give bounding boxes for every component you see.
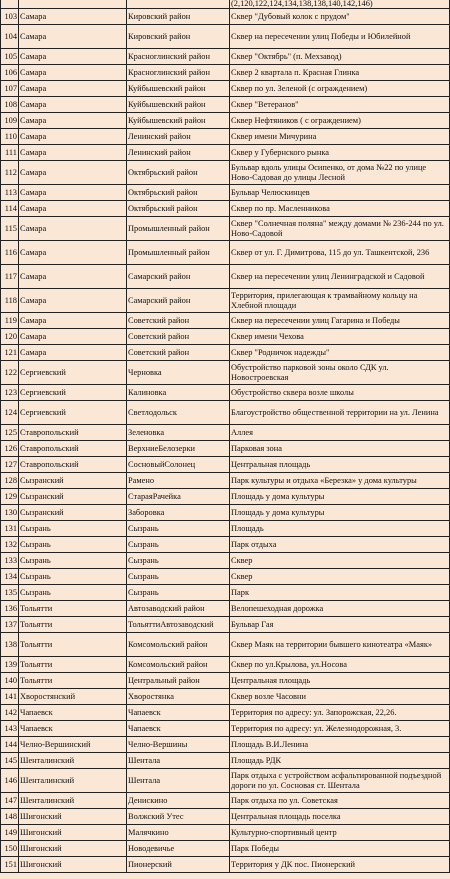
cell-number: 134 <box>1 569 19 585</box>
table-row <box>1 241 450 265</box>
table-row <box>1 9 450 25</box>
cell-object: Велопешеходная дорожка <box>230 601 450 617</box>
cell-locality: Челно-Вершины <box>127 737 230 753</box>
cell-municipality: Самара <box>19 49 127 65</box>
cell-object: Бульвар Гая <box>230 617 450 633</box>
cell-object: Территория по адресу: ул. Железнодорожная, 3. <box>230 721 450 737</box>
cell-municipality: Самара <box>19 345 127 361</box>
cell-object: Обустройство сквера возле школы <box>230 385 450 401</box>
cell-object: Сквер по пр. Масленникова <box>230 201 450 217</box>
cell-object: Сквер 2 квартала п. Красная Глинка <box>230 65 450 81</box>
cell-object: Сквер "Октябрь" (п. Мехзавод) <box>230 49 450 65</box>
cell-municipality: Тольятти <box>19 617 127 633</box>
cell-locality: Октябрьский район <box>127 201 230 217</box>
table-row <box>1 345 450 361</box>
cell-number: 106 <box>1 65 19 81</box>
cell-object: Площадь у дома культуры <box>230 489 450 505</box>
cell-locality: Шентала <box>127 753 230 769</box>
cell-object: Центральная площадь <box>230 457 450 473</box>
cell-object: Парк Победы <box>230 841 450 857</box>
cell-municipality: Ставропольский <box>19 425 127 441</box>
cell-locality: Октябрьский район <box>127 185 230 201</box>
cell-number: 140 <box>1 673 19 689</box>
cell-object: Сквер на пересечении улиц Победы и Юбилейной <box>230 25 450 49</box>
cell-object: Бульвар вдоль улицы Осипенко, от дома №22 по улице Ново-Садовая до улицы Лесной <box>230 161 450 185</box>
cell-object: Парк <box>230 585 450 601</box>
cell-number: 151 <box>1 857 19 873</box>
cell-locality: Кировский район <box>127 25 230 49</box>
cell-municipality: Самара <box>19 185 127 201</box>
cell-object-fragment: (2,120,122,124,134,138,138,140,142,146) <box>230 0 450 9</box>
cell-locality: Промышленный район <box>127 241 230 265</box>
cell-municipality: Сергиевский <box>19 385 127 401</box>
cell-municipality: Тольятти <box>19 673 127 689</box>
cell-empty <box>127 0 230 9</box>
cell-locality: Красноглинский район <box>127 49 230 65</box>
cell-number: 139 <box>1 657 19 673</box>
cell-number: 145 <box>1 753 19 769</box>
cell-locality: Промышленный район <box>127 217 230 241</box>
cell-municipality: Сергиевский <box>19 361 127 385</box>
cell-municipality: Хворостянский <box>19 689 127 705</box>
cell-number: 125 <box>1 425 19 441</box>
cell-municipality: Самара <box>19 9 127 25</box>
cell-number: 110 <box>1 129 19 145</box>
cell-number: 112 <box>1 161 19 185</box>
cell-number: 127 <box>1 457 19 473</box>
cell-number: 149 <box>1 825 19 841</box>
table-row-fragment <box>1 0 450 9</box>
cell-municipality: Самара <box>19 329 127 345</box>
cell-municipality: Сызрань <box>19 553 127 569</box>
cell-municipality: Самара <box>19 265 127 289</box>
cell-municipality: Ставропольский <box>19 457 127 473</box>
cell-municipality: Шенталинский <box>19 793 127 809</box>
cell-locality: Автозаводский район <box>127 601 230 617</box>
table-row <box>1 65 450 81</box>
cell-number: 129 <box>1 489 19 505</box>
cell-locality: Самарский район <box>127 265 230 289</box>
cell-locality: Пионерский <box>127 857 230 873</box>
table-row <box>1 857 450 873</box>
cell-number: 111 <box>1 145 19 161</box>
cell-locality: Советский район <box>127 329 230 345</box>
cell-number: 142 <box>1 705 19 721</box>
table-row <box>1 521 450 537</box>
cell-municipality: Чапаевск <box>19 705 127 721</box>
cell-object: Площадь В.И.Ленина <box>230 737 450 753</box>
cell-object: Сквер от ул. Г. Димитрова, 115 до ул. Ташкентской, 236 <box>230 241 450 265</box>
cell-municipality: Чапаевск <box>19 721 127 737</box>
cell-number: 122 <box>1 361 19 385</box>
cell-number: 135 <box>1 585 19 601</box>
cell-municipality: Сызрань <box>19 537 127 553</box>
table-row <box>1 473 450 489</box>
table-row <box>1 689 450 705</box>
table-row <box>1 401 450 425</box>
cell-number: 144 <box>1 737 19 753</box>
cell-number: 105 <box>1 49 19 65</box>
table-row <box>1 313 450 329</box>
cell-object: Сквер "Родничок надежды" <box>230 345 450 361</box>
cell-number: 148 <box>1 809 19 825</box>
table-row <box>1 217 450 241</box>
table-row <box>1 185 450 201</box>
cell-object: Благоустройство общественной территории на ул. Ленина <box>230 401 450 425</box>
cell-number: 146 <box>1 769 19 793</box>
table-row <box>1 721 450 737</box>
cell-object: Сквер имени Мичурина <box>230 129 450 145</box>
cell-locality: Хворостянка <box>127 689 230 705</box>
cell-locality: Светлодольск <box>127 401 230 425</box>
cell-municipality: Самара <box>19 289 127 313</box>
cell-number: 136 <box>1 601 19 617</box>
cell-number: 147 <box>1 793 19 809</box>
cell-object: Сквер <box>230 553 450 569</box>
table-row <box>1 81 450 97</box>
cell-number: 104 <box>1 25 19 49</box>
cell-locality: Чапаевск <box>127 721 230 737</box>
cell-locality: Волжский Утес <box>127 809 230 825</box>
cell-locality: Заборовка <box>127 505 230 521</box>
cell-object: Центральная площадь поселка <box>230 809 450 825</box>
table-row <box>1 129 450 145</box>
table-row <box>1 25 450 49</box>
cell-municipality: Шигонский <box>19 825 127 841</box>
cell-municipality: Сызрань <box>19 585 127 601</box>
cell-locality: Сызрань <box>127 537 230 553</box>
cell-municipality: Шигонский <box>19 809 127 825</box>
cell-municipality: Тольятти <box>19 601 127 617</box>
cell-object: Сквер на пересечении улиц Ленинградской и Садовой <box>230 265 450 289</box>
table-row <box>1 737 450 753</box>
table-row <box>1 265 450 289</box>
cell-empty <box>19 0 127 9</box>
cell-number: 118 <box>1 289 19 313</box>
cell-municipality: Челно-Вершинский <box>19 737 127 753</box>
cell-number: 133 <box>1 553 19 569</box>
cell-number: 123 <box>1 385 19 401</box>
cell-number: 132 <box>1 537 19 553</box>
cell-locality: Советский район <box>127 345 230 361</box>
table-row <box>1 361 450 385</box>
cell-object: Парк культуры и отдыха «Березка» у дома культуры <box>230 473 450 489</box>
cell-object: Центральная площадь <box>230 673 450 689</box>
cell-number: 116 <box>1 241 19 265</box>
table-row <box>1 201 450 217</box>
cell-municipality: Тольятти <box>19 633 127 657</box>
table-row <box>1 553 450 569</box>
table-row <box>1 145 450 161</box>
cell-number: 113 <box>1 185 19 201</box>
cell-locality: Ленинский район <box>127 129 230 145</box>
cell-object: Территория по адресу: ул. Запорожская, 22,26. <box>230 705 450 721</box>
cell-object: Сквер <box>230 569 450 585</box>
table-row <box>1 537 450 553</box>
cell-number: 108 <box>1 97 19 113</box>
cell-locality: Комсомольский район <box>127 633 230 657</box>
cell-object: Парк отдыха по ул. Советская <box>230 793 450 809</box>
cell-object: Сквер Маяк на территории бывшего кинотеатра «Маяк» <box>230 633 450 657</box>
cell-locality: Рамено <box>127 473 230 489</box>
cell-municipality: Самара <box>19 201 127 217</box>
cell-municipality: Самара <box>19 313 127 329</box>
table-row <box>1 585 450 601</box>
table-row <box>1 769 450 793</box>
cell-locality: СосновыйСолонец <box>127 457 230 473</box>
cell-locality: Сызрань <box>127 569 230 585</box>
cell-object: Культурно-спортивный центр <box>230 825 450 841</box>
table-row <box>1 161 450 185</box>
cell-object: Сквер "Солнечная поляна" между домами № 236-244 по ул. Ново-Садовой <box>230 217 450 241</box>
cell-number: 126 <box>1 441 19 457</box>
cell-object: Бульвар Челюскинцев <box>230 185 450 201</box>
table-row <box>1 657 450 673</box>
cell-locality: Комсомольский район <box>127 657 230 673</box>
cell-number: 150 <box>1 841 19 857</box>
cell-object: Сквер по ул. Зеленой (с ограждением) <box>230 81 450 97</box>
cell-locality: Черновка <box>127 361 230 385</box>
cell-locality: Куйбышевский район <box>127 97 230 113</box>
table-row <box>1 441 450 457</box>
cell-locality: Красноглинский район <box>127 65 230 81</box>
table-row <box>1 489 450 505</box>
table-row <box>1 841 450 857</box>
cell-municipality: Самара <box>19 113 127 129</box>
cell-municipality: Самара <box>19 217 127 241</box>
cell-municipality: Тольятти <box>19 657 127 673</box>
cell-object: Сквер возле Часовни <box>230 689 450 705</box>
cell-locality: Советский район <box>127 313 230 329</box>
cell-municipality: Шигонский <box>19 841 127 857</box>
cell-object: Парковая зона <box>230 441 450 457</box>
cell-number: 107 <box>1 81 19 97</box>
table-row <box>1 569 450 585</box>
cell-object: Сквер у Губернского рынка <box>230 145 450 161</box>
cell-number: 143 <box>1 721 19 737</box>
cell-object: Площадь у дома культуры <box>230 505 450 521</box>
cell-locality: Центральный район <box>127 673 230 689</box>
table-row <box>1 705 450 721</box>
cell-municipality: Шигонский <box>19 857 127 873</box>
cell-object: Парк отдыха с устройством асфальтированной подъездной дороги по ул. Сосновая ст. Шентала <box>230 769 450 793</box>
cell-locality: Октябрьский район <box>127 161 230 185</box>
cell-object: Сквер на пересечении улиц Гагарина и Победы <box>230 313 450 329</box>
cell-number: 119 <box>1 313 19 329</box>
table-row <box>1 809 450 825</box>
cell-locality: Самарский район <box>127 289 230 313</box>
cell-number: 130 <box>1 505 19 521</box>
cell-municipality: Самара <box>19 145 127 161</box>
cell-municipality: Шенталинский <box>19 769 127 793</box>
cell-number: 109 <box>1 113 19 129</box>
cell-locality: Сызрань <box>127 521 230 537</box>
cell-locality: Малячкино <box>127 825 230 841</box>
cell-locality: Ленинский район <box>127 145 230 161</box>
cell-number: 103 <box>1 9 19 25</box>
cell-municipality: Самара <box>19 25 127 49</box>
table-body <box>1 0 450 873</box>
cell-municipality: Самара <box>19 161 127 185</box>
cell-locality: Калиновка <box>127 385 230 401</box>
cell-object: Сквер по ул.Крылова, ул.Носова <box>230 657 450 673</box>
cell-object: Сквер "Дубовый колок с прудом" <box>230 9 450 25</box>
table-row <box>1 505 450 521</box>
cell-municipality: Сергиевский <box>19 401 127 425</box>
cell-number: 120 <box>1 329 19 345</box>
table-row <box>1 289 450 313</box>
cell-locality: Сызрань <box>127 585 230 601</box>
cell-municipality: Шенталинский <box>19 753 127 769</box>
cell-empty <box>1 0 19 9</box>
table-row <box>1 49 450 65</box>
cell-locality: Куйбышевский район <box>127 113 230 129</box>
cell-locality: Зеленовка <box>127 425 230 441</box>
cell-object: Сквер "Ветеранов" <box>230 97 450 113</box>
cell-number: 128 <box>1 473 19 489</box>
cell-number: 141 <box>1 689 19 705</box>
cell-number: 124 <box>1 401 19 425</box>
cell-number: 131 <box>1 521 19 537</box>
cell-number: 138 <box>1 633 19 657</box>
cell-municipality: Самара <box>19 97 127 113</box>
cell-number: 115 <box>1 217 19 241</box>
cell-municipality: Сызрань <box>19 569 127 585</box>
cell-object: Площадь РДК <box>230 753 450 769</box>
cell-municipality: Самара <box>19 81 127 97</box>
cell-object: Сквер Нефтяников ( с ограждением) <box>230 113 450 129</box>
cell-municipality: Самара <box>19 241 127 265</box>
cell-locality: Кировский район <box>127 9 230 25</box>
cell-object: Обустройство парковой зоны около СДК ул. Новостроевская <box>230 361 450 385</box>
cell-locality: Шентала <box>127 769 230 793</box>
table-row <box>1 113 450 129</box>
cell-number: 117 <box>1 265 19 289</box>
cell-municipality: Сызранский <box>19 489 127 505</box>
cell-object: Территория у ДК пос. Пионерский <box>230 857 450 873</box>
table-row <box>1 601 450 617</box>
table-row <box>1 673 450 689</box>
table-row <box>1 753 450 769</box>
cell-number: 121 <box>1 345 19 361</box>
cell-object: Сквер имени Чехова <box>230 329 450 345</box>
table-row <box>1 385 450 401</box>
table-row <box>1 825 450 841</box>
table-row <box>1 329 450 345</box>
cell-locality: ТольяттиАвтозаводский <box>127 617 230 633</box>
table-row <box>1 633 450 657</box>
cell-locality: Денискино <box>127 793 230 809</box>
table-row <box>1 425 450 441</box>
cell-number: 137 <box>1 617 19 633</box>
cell-object: Площадь <box>230 521 450 537</box>
cell-locality: Сызрань <box>127 553 230 569</box>
table-row <box>1 617 450 633</box>
cell-locality: Новодевичье <box>127 841 230 857</box>
cell-object: Территория, прилегающая к трамвайному кольцу на Хлебной площади <box>230 289 450 313</box>
cell-number: 114 <box>1 201 19 217</box>
cell-municipality: Сызранский <box>19 505 127 521</box>
cell-municipality: Сызранский <box>19 473 127 489</box>
table-row <box>1 457 450 473</box>
cell-municipality: Ставропольский <box>19 441 127 457</box>
cell-object: Аллея <box>230 425 450 441</box>
cell-locality: СтараяРачейка <box>127 489 230 505</box>
table-row <box>1 97 450 113</box>
cell-municipality: Самара <box>19 129 127 145</box>
cell-locality: Чапаевск <box>127 705 230 721</box>
cell-object: Парк отдыха <box>230 537 450 553</box>
cell-locality: ВерхниеБелозерки <box>127 441 230 457</box>
cell-locality: Куйбышевский район <box>127 81 230 97</box>
cell-municipality: Самара <box>19 65 127 81</box>
cell-municipality: Сызрань <box>19 521 127 537</box>
table-row <box>1 793 450 809</box>
